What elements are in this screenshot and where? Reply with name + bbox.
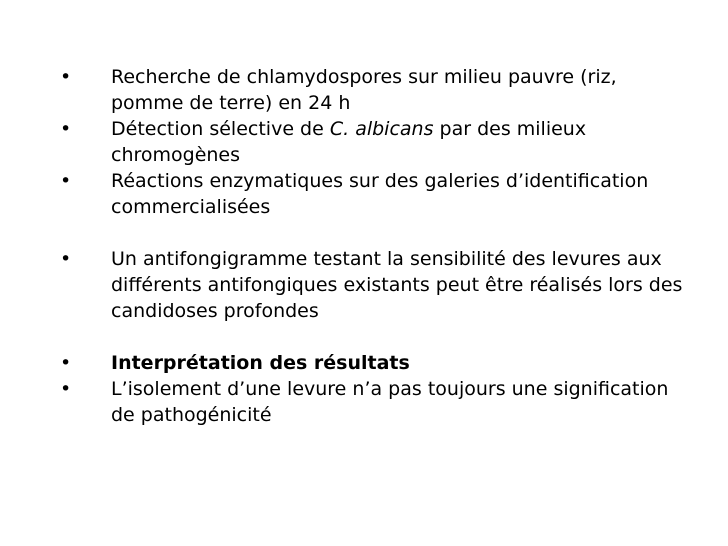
bullet-text-start: Détection sélective de	[111, 118, 330, 140]
bullet-list	[0, 64, 728, 428]
bullet-item-interpretation	[0, 350, 728, 376]
bullet-item-reactions-enzymatiques	[0, 168, 728, 220]
bullet-marker: •	[60, 378, 72, 400]
bullet-text: Un antifongigramme testant la sensibilité des levures aux différents antifongiques existants peut être réalisés lors des candidoses profondes	[111, 248, 683, 322]
bullet-marker: •	[60, 66, 72, 88]
bullet-item-antifongigramme	[0, 246, 728, 324]
bullet-marker: •	[60, 118, 72, 140]
bullet-item-isolement	[0, 376, 728, 428]
bullet-marker: •	[60, 170, 72, 192]
bullet-text-end: par des milieux chromogènes	[111, 118, 587, 166]
bullet-text: Recherche de chlamydospores sur milieu pauvre (riz, pomme de terre) en 24 h	[111, 66, 617, 114]
bullet-text: L’isolement d’une levure n’a pas toujours une signification de pathogénicité	[111, 378, 669, 426]
bullet-marker: •	[60, 248, 72, 270]
bullet-item-chlamydospores	[0, 64, 728, 116]
species-name: C. albicans	[329, 118, 434, 140]
bullet-marker: •	[60, 352, 72, 374]
bullet-text: Réactions enzymatiques sur des galeries d’identification commercialisées	[111, 170, 649, 218]
bullet-heading: Interprétation des résultats	[111, 352, 410, 374]
bullet-item-detection-selective	[0, 116, 728, 168]
